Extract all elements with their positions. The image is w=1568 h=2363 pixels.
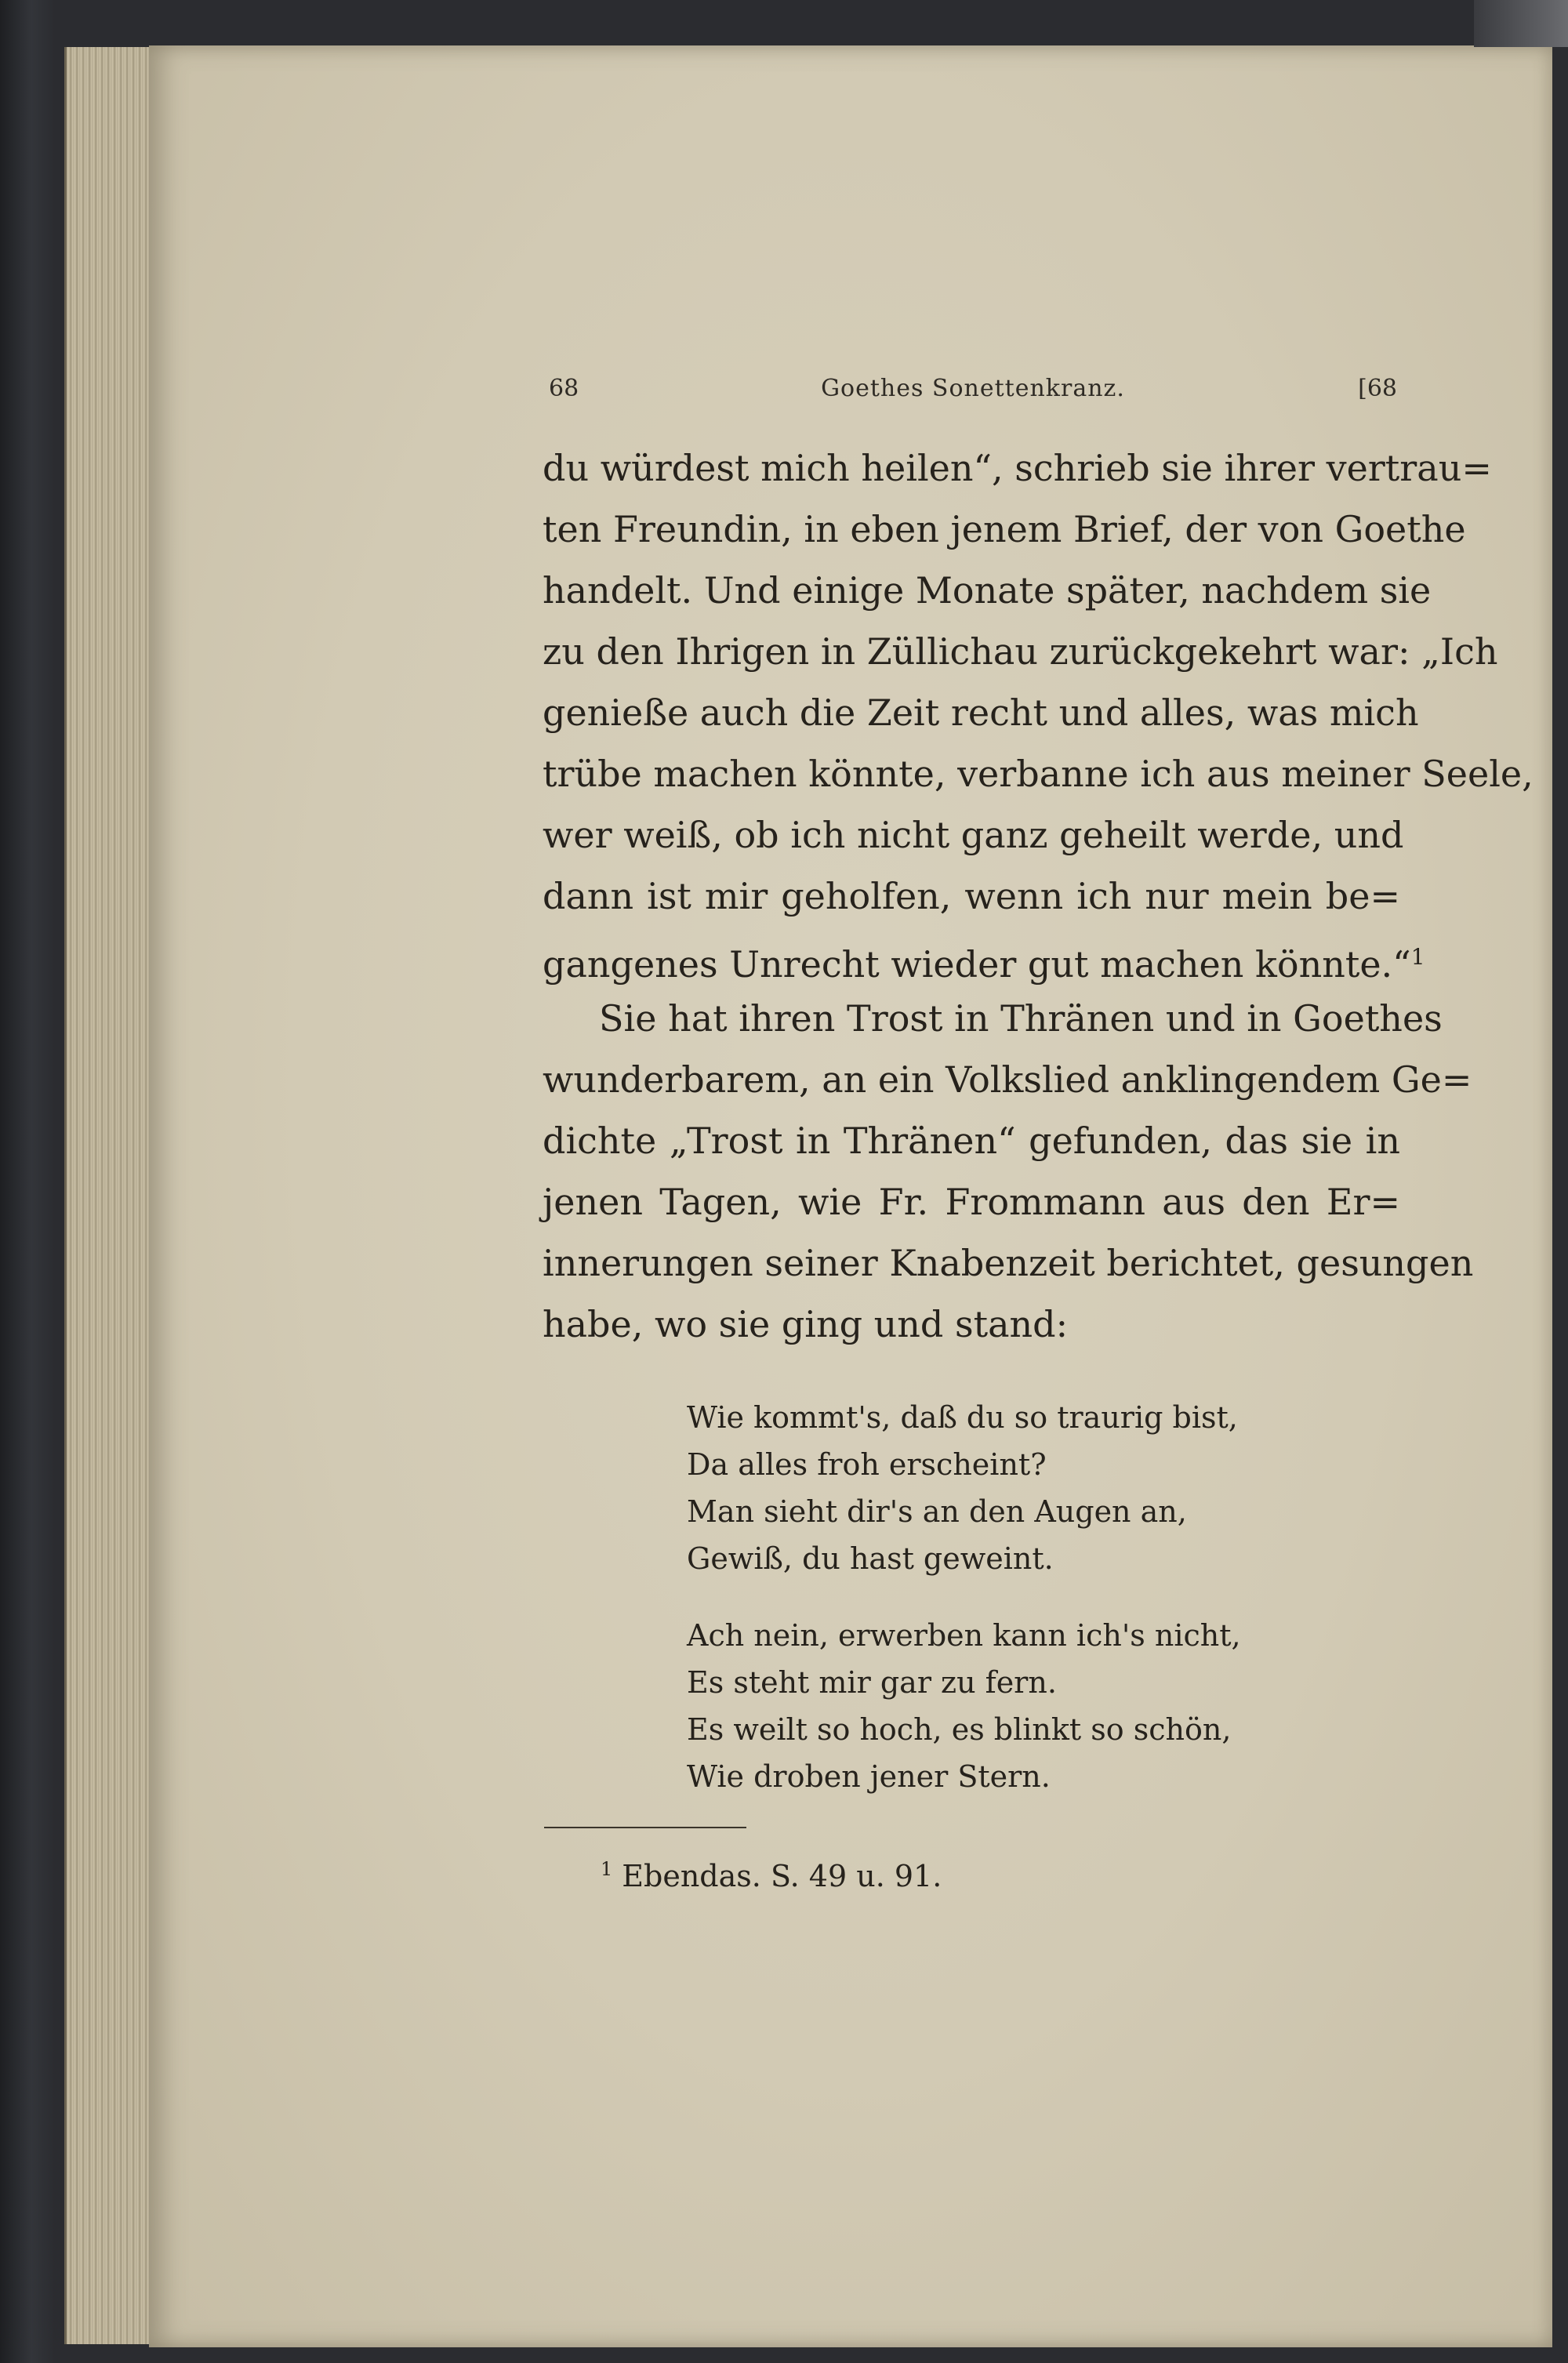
footnote-reference: 1 xyxy=(1410,944,1425,970)
text-line: jenen Tagen, wie Fr. Frommann aus den Er= xyxy=(543,1181,1400,1223)
footnote-mark: 1 xyxy=(601,1858,613,1880)
body-text xyxy=(543,437,1534,1355)
text-line: zu den Ihrigen in Züllichau zurückgekehrt war: „Ich xyxy=(543,630,1498,673)
text-line: dann ist mir geholfen, wenn ich nur mein be= xyxy=(543,875,1400,917)
text-line: Sie hat ihren Trost in Thränen und in Goethes xyxy=(599,997,1443,1040)
verse-line: Es steht mir gar zu fern. xyxy=(687,1665,1057,1700)
text-line-last xyxy=(543,927,1425,988)
text-line: habe, wo sie ging und stand: xyxy=(543,1303,1069,1345)
verse-line: Da alles froh erscheint? xyxy=(687,1447,1047,1482)
verse-line: Man sieht dir's an den Augen an, xyxy=(687,1494,1187,1529)
text-line: genieße auch die Zeit recht und alles, was mich xyxy=(543,691,1419,734)
footnote-text: Ebendas. S. 49 u. 91. xyxy=(622,1859,942,1893)
verse-line: Es weilt so hoch, es blinkt so schön, xyxy=(687,1712,1232,1747)
text-line: trübe machen könnte, verbanne ich aus meiner Seele, xyxy=(543,753,1534,795)
text-line: innerungen seiner Knabenzeit berichtet, gesungen xyxy=(543,1242,1474,1284)
text-line: wer weiß, ob ich nicht ganz geheilt werde, und xyxy=(543,814,1404,856)
verse-stanza-1 xyxy=(687,1394,1361,1582)
verse-line: Gewiß, du hast geweint. xyxy=(687,1541,1054,1576)
running-title: Goethes Sonettenkranz. xyxy=(821,375,1125,402)
binding-strip xyxy=(1474,0,1568,47)
verse-line: Wie droben jener Stern. xyxy=(687,1759,1051,1794)
footnote-divider xyxy=(544,1827,746,1828)
text-line-content: gangenes Unrecht wieder gut machen könnte.“ xyxy=(543,943,1411,985)
verse-stanza-2 xyxy=(687,1612,1361,1800)
text-line: handelt. Und einige Monate später, nachdem sie xyxy=(543,569,1432,612)
text-line: wunderbarem, an ein Volkslied anklingendem Ge= xyxy=(543,1058,1472,1101)
page-number-right: [68 xyxy=(1358,375,1397,402)
verse-line: Ach nein, erwerben kann ich's nicht, xyxy=(687,1618,1241,1653)
text-line: du würdest mich heilen“, schrieb sie ihrer vertrau= xyxy=(543,447,1492,489)
running-head xyxy=(549,375,1397,414)
verse-line: Wie kommt's, daß du so traurig bist, xyxy=(687,1400,1238,1435)
page-edges xyxy=(64,47,161,2344)
text-line: ten Freundin, in eben jenem Brief, der von Goethe xyxy=(543,508,1466,550)
footnote xyxy=(601,1858,942,1893)
text-line: dichte „Trost in Thränen“ gefunden, das sie in xyxy=(543,1120,1400,1162)
page-number-left: 68 xyxy=(549,375,579,402)
